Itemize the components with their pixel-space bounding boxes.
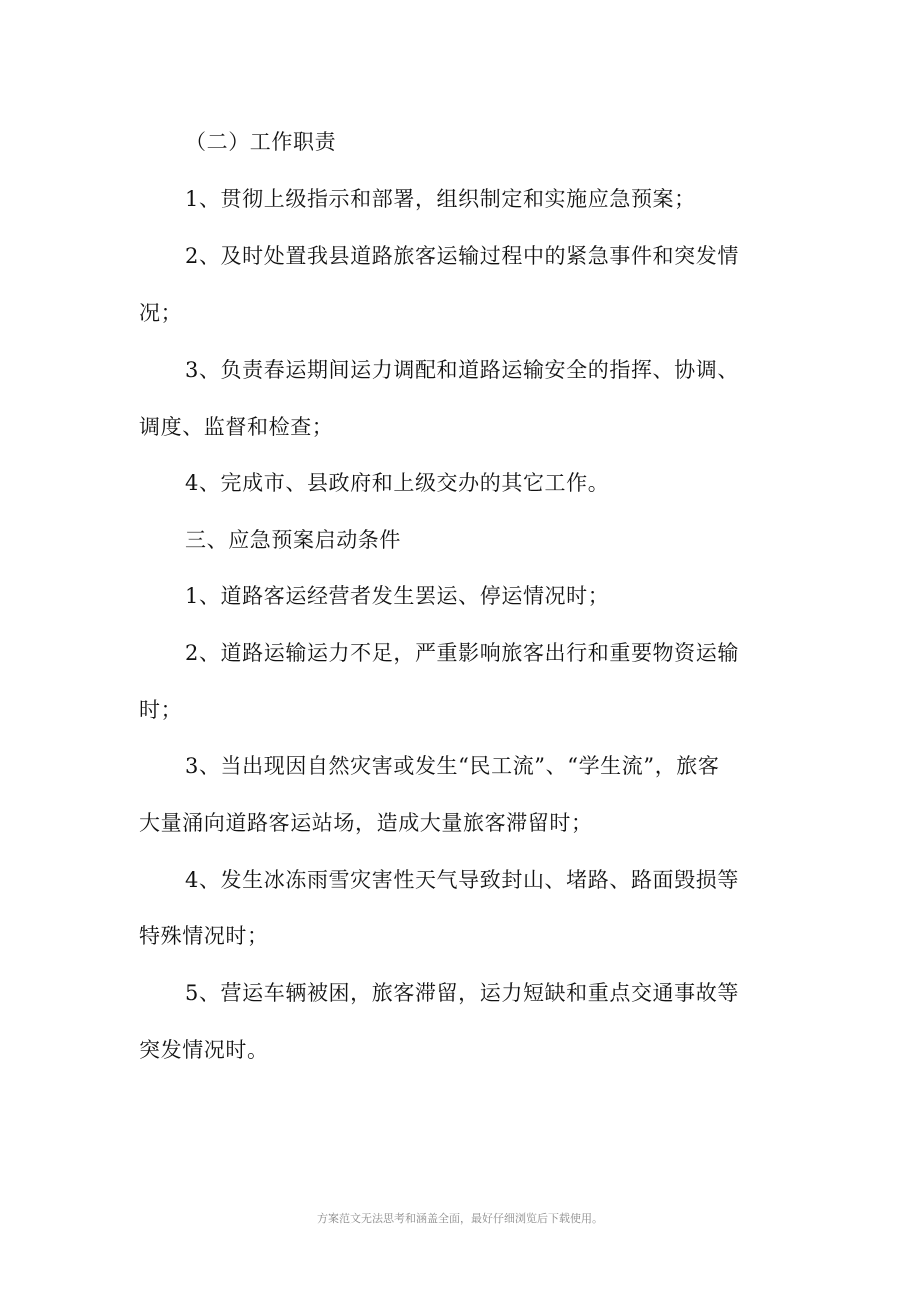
condition-3: 3、当出现因自然灾害或发生“民工流”、“学生流”，旅客 (185, 754, 720, 778)
condition-2: 2、道路运输运力不足，严重影响旅客出行和重要物资运输 (185, 641, 739, 665)
condition-4: 4、发生冰冻雨雪灾害性天气导致封山、堵路、路面毁损等 (185, 868, 739, 892)
condition-3-continued: 大量涌向道路客运站场，造成大量旅客滞留时； (139, 811, 593, 835)
condition-2-continued: 时； (139, 698, 183, 722)
page-footer: 方案范文无法思考和涵盖全面，最好仔细浏览后下载使用。 (317, 1212, 603, 1225)
duty-3-continued: 调度、监督和检查； (139, 415, 334, 439)
condition-5-continued: 突发情况时。 (139, 1038, 269, 1062)
duty-3: 3、负责春运期间运力调配和道路运输安全的指挥、协调、 (185, 358, 739, 382)
duty-1: 1、贯彻上级指示和部署，组织制定和实施应急预案； (185, 187, 696, 211)
condition-1: 1、道路客运经营者发生罢运、停运情况时； (185, 584, 610, 608)
section-heading-3: 三、应急预案启动条件 (185, 528, 401, 552)
section-title: （二）工作职责 (185, 130, 337, 154)
duty-4: 4、完成市、县政府和上级交办的其它工作。 (185, 471, 610, 495)
duty-2-continued: 况； (139, 301, 183, 325)
duty-2: 2、及时处置我县道路旅客运输过程中的紧急事件和突发情 (185, 244, 739, 268)
condition-5: 5、营运车辆被困，旅客滞留，运力短缺和重点交通事故等 (185, 981, 739, 1005)
condition-4-continued: 特殊情况时； (139, 924, 269, 948)
